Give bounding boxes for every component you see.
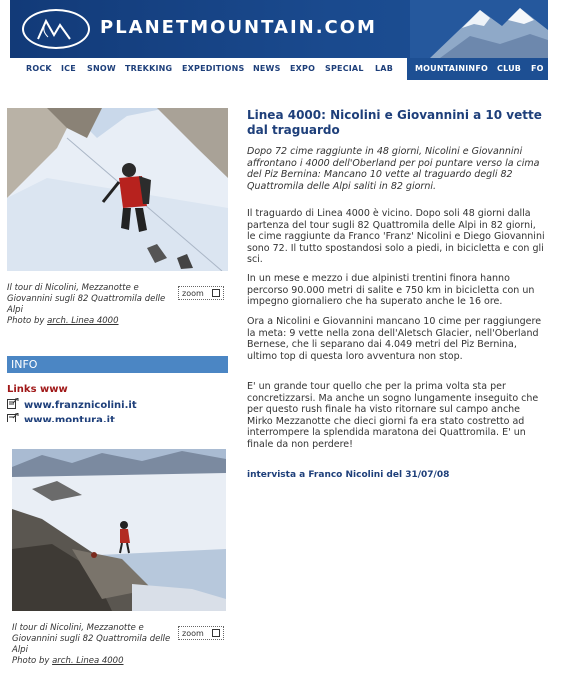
article-title: Linea 4000: Nicolini e Giovannini a 10 vette dal traguardo [247, 108, 542, 137]
interview-link[interactable]: intervista a Franco Nicolini del 31/07/08 [247, 470, 450, 480]
article-paragraph-2: In un mese e mezzo i due alpinisti trentini finora hanno percorso 90.000 metri di salite e 750 km in bicicletta con un impegno giornaliero che ha superato anche le 16 ore. [247, 273, 535, 307]
site-header [10, 0, 548, 80]
links-title: Links www [7, 384, 68, 395]
nav-expo[interactable]: EXPO [290, 64, 316, 73]
info-heading: INFO [7, 356, 228, 373]
nav-expeditions[interactable]: EXPEDITIONS [182, 64, 245, 73]
zoom-icon [212, 289, 220, 297]
climber-photo[interactable] [7, 108, 228, 271]
nav-rock[interactable]: ROCK [26, 64, 52, 73]
nav-right-section [407, 58, 548, 80]
nav-ice[interactable]: ICE [61, 64, 76, 73]
article-paragraph-4: E' un grande tour quello che per la prima volta sta per concretizzarsi. Ma anche un sogno lungamente inseguito che per questo rush finale ha visto ritornare sul campo anche Mirko Mezzanotte che dieci giorni fa era stato costretto ad interrompere la splendida maratona dei Quattromila. E' un finale da non perdere! [247, 381, 539, 450]
site-banner [10, 0, 548, 58]
mountain-banner-image [410, 0, 548, 58]
site-brand[interactable]: PLANETMOUNTAIN.COM [100, 17, 377, 38]
summit-ridge-photo[interactable] [12, 449, 226, 611]
nav-news[interactable]: NEWS [253, 64, 281, 73]
nav-mountaininfo[interactable]: MOUNTAININFO [415, 64, 488, 73]
nav-special[interactable]: SPECIAL [325, 64, 364, 73]
planetmountain-logo-icon[interactable] [22, 9, 90, 49]
article-paragraph-3: Ora a Nicolini e Giovannini mancano 10 cime per raggiungere la meta: 9 vette nella zona dell'Aletsch Glacier, nell'Oberland Bernese, che li separano dai 4.049 metri del Piz Bernina, ultimo top di questa loro avventura non stop. [247, 316, 542, 362]
external-link-icon [7, 398, 19, 409]
nav-forum[interactable]: FO [531, 64, 544, 73]
photo-caption-2: Il tour di Nicolini, Mezzanotte e Giovannini sugli 82 Quattromila delle Alpi Photo by arch. Linea 4000 [12, 623, 171, 666]
link-franznicolini[interactable]: www.franznicolini.it [7, 398, 137, 411]
zoom-button-2[interactable]: zoom [178, 626, 224, 640]
nav-snow[interactable]: SNOW [87, 64, 116, 73]
zoom-icon [212, 629, 220, 637]
photo-caption: Il tour di Nicolini, Mezzanotte e Giovannini sugli 82 Quattromila delle Alpi Photo by arch. Linea 4000 [7, 283, 166, 326]
nav-club[interactable]: CLUB [497, 64, 522, 73]
photo-credit-link[interactable]: arch. Linea 4000 [47, 316, 119, 326]
photo-credit-link-2[interactable]: arch. Linea 4000 [52, 656, 124, 666]
article-intro: Dopo 72 cime raggiunte in 48 giorni, Nicolini e Giovannini affrontano i 4000 dell'Oberland per poi puntare verso la cima del Piz Bernina: Mancano 10 vette al traguardo degli 82 Quattromila delle Alpi saliti in 82 giorni. [247, 146, 540, 192]
external-link-icon [7, 413, 19, 422]
nav-lab[interactable]: LAB [375, 64, 393, 73]
zoom-button[interactable]: zoom [178, 286, 224, 300]
nav-trekking[interactable]: TREKKING [125, 64, 173, 73]
link-montura[interactable]: www.montura.it [7, 413, 115, 422]
article-paragraph-1: Il traguardo di Linea 4000 è vicino. Dopo soli 48 giorni dalla partenza del tour sugli 82 Quattromila delle Alpi in 82 giorni, le cime raggiunte da Franco 'Franz' Nicolini e Diego Giovannini sono 72. Il tutto spostandosi solo a piedi, in bicicletta e con gli sci. [247, 208, 545, 265]
main-nav [10, 58, 548, 80]
